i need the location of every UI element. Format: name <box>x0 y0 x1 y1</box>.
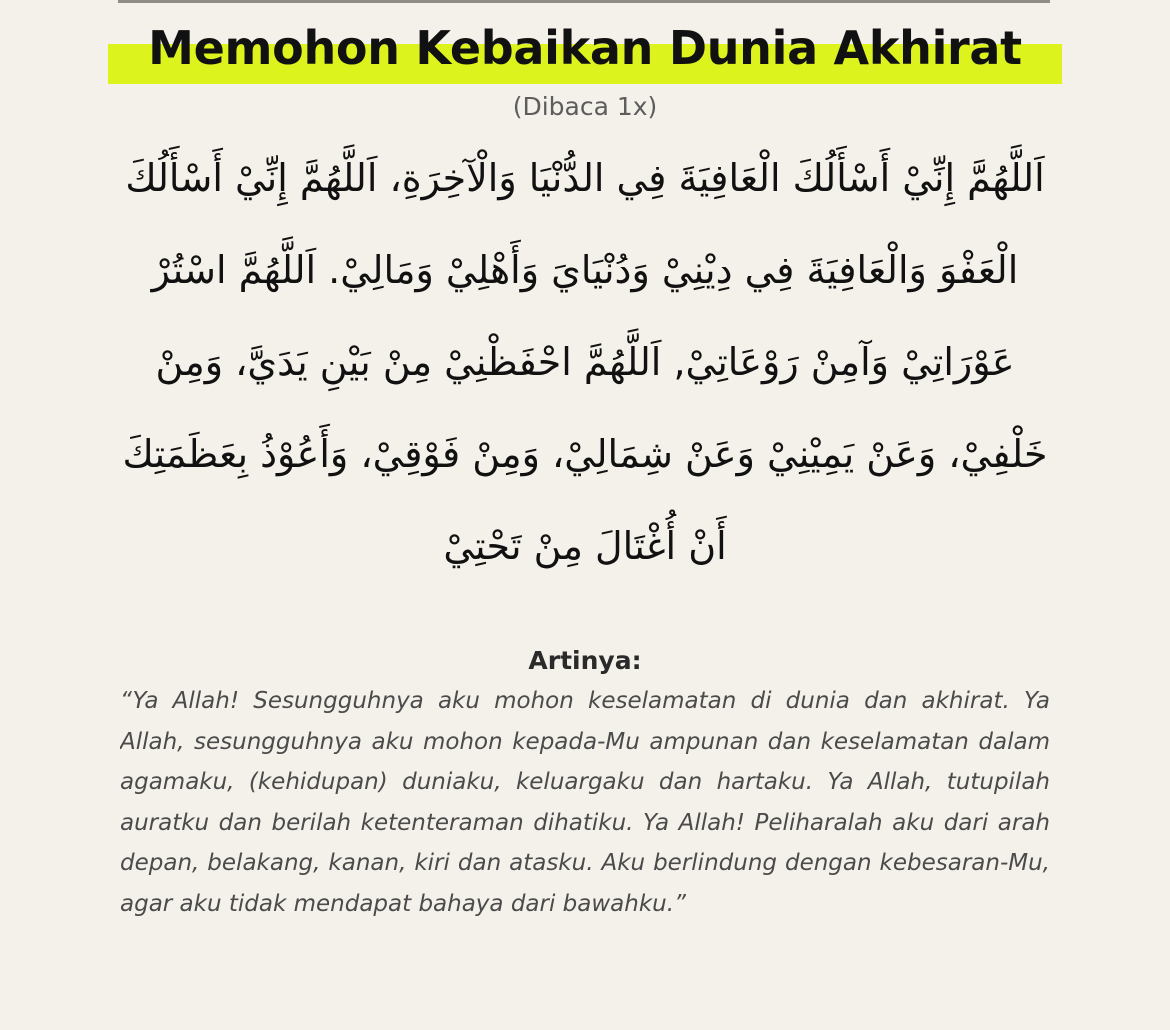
translation-heading: Artinya: <box>528 646 642 675</box>
translation-text: “Ya Allah! Sesungguhnya aku mohon keselamatan di dunia dan akhirat. Ya Allah, sesungguhnya aku mohon kepada-Mu ampunan dan keselamatan dalam agamaku, (kehidupan) duniaku, keluargaku dan hartaku. Ya Allah, tutupilah auratku dan berilah ketenteraman dihatiku. Ya Allah! Peliharalah aku dari arah depan, belakang, kanan, kiri dan atasku. Aku berlindung dengan kebesaran-Mu, agar aku tidak mendapat bahaya dari bawahku.” <box>120 688 1050 917</box>
arabic-line: اَللَّهُمَّ إِنِّيْ أَسْأَلُكَ الْعَافِيَةَ فِي الدُّنْيَا وَالْآخِرَةِ، اَللَّهُمَّ إِنِّيْ أَسْأَلُكَ <box>125 156 1045 200</box>
arabic-line: الْعَفْوَ وَالْعَافِيَةَ فِي دِيْنِيْ وَدُنْيَايَ وَأَهْلِيْ وَمَالِيْ. اَللَّهُمَّ اسْتُرْ <box>151 248 1019 292</box>
arabic-prayer <box>112 132 1058 610</box>
top-divider <box>118 0 1050 3</box>
arabic-line: أَنْ أُغْتَالَ مِنْ تَحْتِيْ <box>443 524 727 568</box>
page-title: Memohon Kebaikan Dunia Akhirat <box>148 21 1022 75</box>
title-block <box>108 18 1062 78</box>
arabic-line: عَوْرَاتِيْ وَآمِنْ رَوْعَاتِيْ, اَللَّهُمَّ احْفَظْنِيْ مِنْ بَيْنِ يَدَيَّ، وَمِنْ <box>155 340 1015 384</box>
arabic-line: خَلْفِيْ، وَعَنْ يَمِيْنِيْ وَعَنْ شِمَالِيْ، وَمِنْ فَوْقِيْ، وَأَعُوْذُ بِعَظَمَتِكَ <box>122 432 1048 476</box>
recitation-count: (Dibaca 1x) <box>512 92 658 121</box>
